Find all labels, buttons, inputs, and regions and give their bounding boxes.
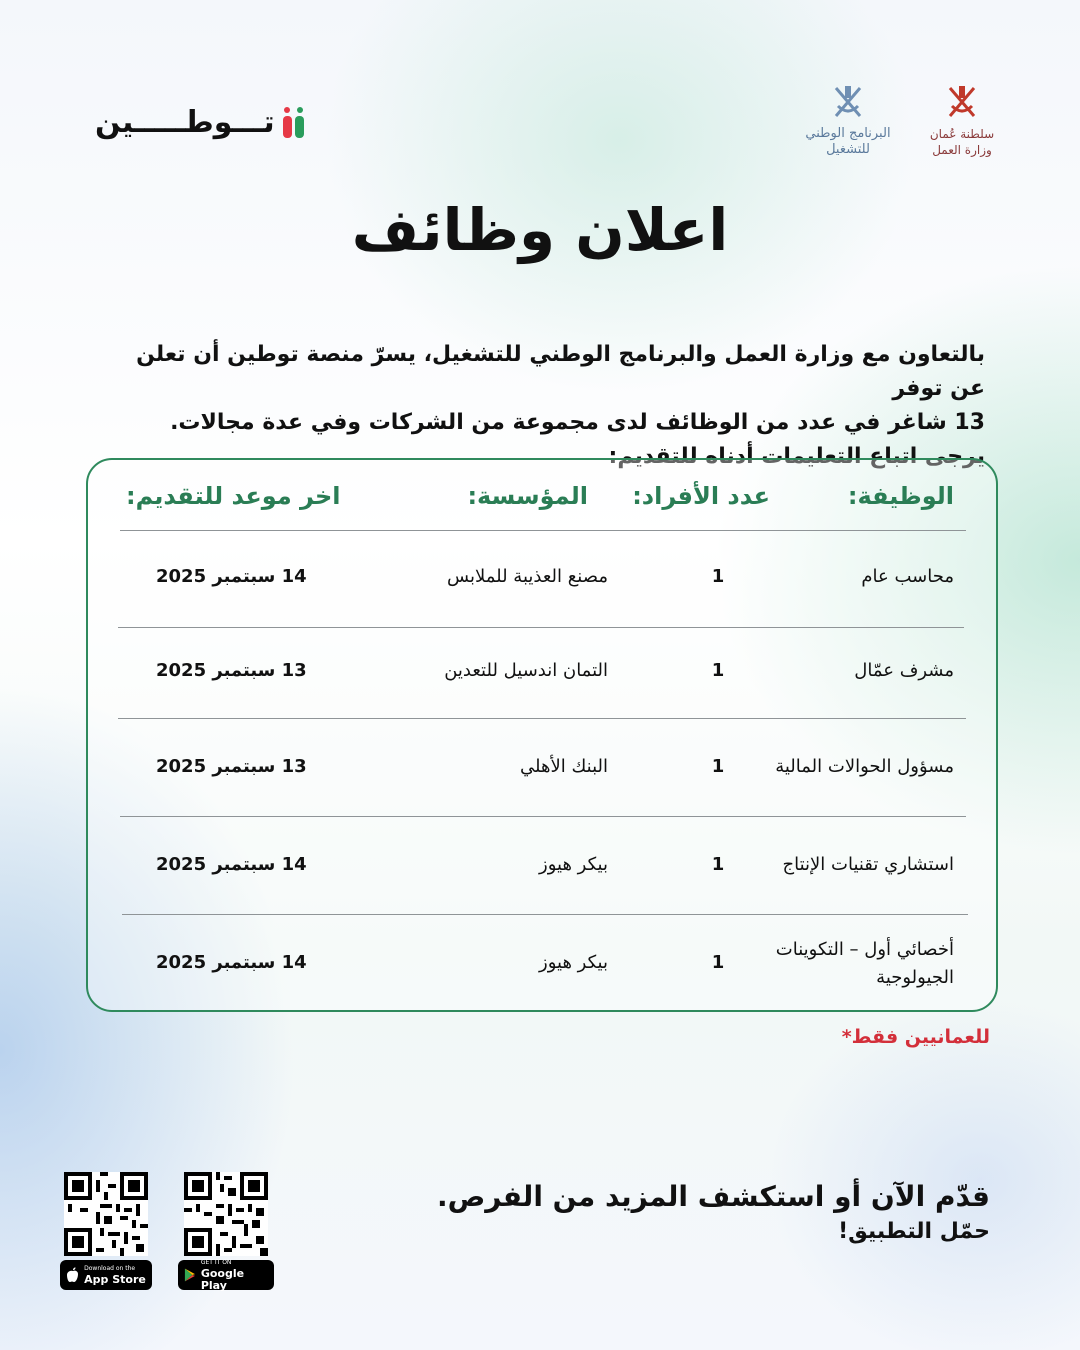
tawteen-logo [95,105,307,140]
job-deadline: 13 سبتمبر 2025 [156,660,307,681]
oman-emblem-blue-icon [828,82,868,122]
job-organization: التمان اندسيل للتعدين [444,660,608,681]
apple-badge-big-text: App Store [84,1273,146,1286]
job-count: 1 [711,756,725,777]
apple-icon [66,1267,80,1283]
app-store-download[interactable] [58,1172,154,1290]
app-store-qr-code[interactable] [64,1172,148,1256]
row-divider [120,530,966,531]
ministry-line2: وزارة العمل [932,143,992,157]
apple-badge-small-text: Download on the [84,1265,136,1272]
program-name-line1: البرنامج الوطني [805,126,891,141]
job-title: محاسب عام [861,566,954,587]
google-play-download[interactable] [178,1172,274,1290]
job-organization: بيكر هيوز [539,952,608,973]
google-badge-small-text: GET IT ON [200,1259,232,1266]
job-deadline: 14 سبتمبر 2025 [156,566,307,587]
ministry-of-labour-logo [914,82,1010,158]
row-divider [118,718,966,719]
program-name-line2: للتشغيل [826,142,870,157]
national-employment-program-logo [800,82,896,158]
intro-line-3: يرجى اتباع التعليمات أدناه للتقديم: [608,444,985,469]
google-play-icon [184,1267,197,1283]
oman-emblem-red-icon [942,82,982,122]
call-to-action [437,1180,990,1244]
intro-text [125,338,985,474]
header-deadline: اخر موعد للتقديم: [126,482,341,510]
omanis-only-note: للعمانيين فقط* [841,1026,990,1048]
job-count: 1 [711,660,725,681]
tawteen-mark-icon [281,106,307,140]
header-org: المؤسسة: [467,482,588,510]
row-divider [122,914,968,915]
job-title: مسؤول الحوالات المالية [775,756,954,777]
job-title: أخصائي أول – التكوينات الجيولوجية [775,939,954,988]
job-deadline: 13 سبتمبر 2025 [156,756,307,777]
cta-line-1: قدّم الآن أو استكشف المزيد من الفرص. [436,1180,990,1213]
job-deadline: 14 سبتمبر 2025 [156,854,307,875]
job-count: 1 [711,854,725,875]
intro-line-1: بالتعاون مع وزارة العمل والبرنامج الوطني للتشغيل، يسرّ منصة توطين أن تعلن عن توفر [136,342,985,401]
ministry-line1: سلطنة عُمان [929,127,995,141]
cta-line-2: حمّل التطبيق! [838,1219,990,1244]
app-store-badge[interactable] [60,1260,152,1290]
job-organization: مصنع العذيبة للملابس [447,566,608,587]
google-play-qr-code[interactable] [184,1172,268,1256]
job-count: 1 [711,566,725,587]
jobs-table [86,458,998,1012]
intro-line-2: 13 شاغر في عدد من الوظائف لدى مجموعة من الشركات وفي عدة مجالات. [170,410,985,435]
row-divider [118,627,964,628]
job-title: مشرف عمّال [854,660,954,681]
header-job: الوظيفة: [847,482,954,510]
google-play-badge[interactable] [178,1260,274,1290]
job-organization: بيكر هيوز [539,854,608,875]
row-divider [120,816,966,817]
job-organization: البنك الأهلي [520,756,608,777]
government-logos [800,82,1010,158]
google-badge-big-text: Google Play [200,1267,245,1292]
job-title: استشاري تقنيات الإنتاج [782,854,954,875]
page-title: اعلان وظائف [351,196,729,264]
job-count: 1 [711,952,725,973]
tawteen-wordmark: تـــوطـــــين [95,105,275,140]
header-count: عدد الأفراد: [632,482,770,510]
job-deadline: 14 سبتمبر 2025 [156,952,307,973]
